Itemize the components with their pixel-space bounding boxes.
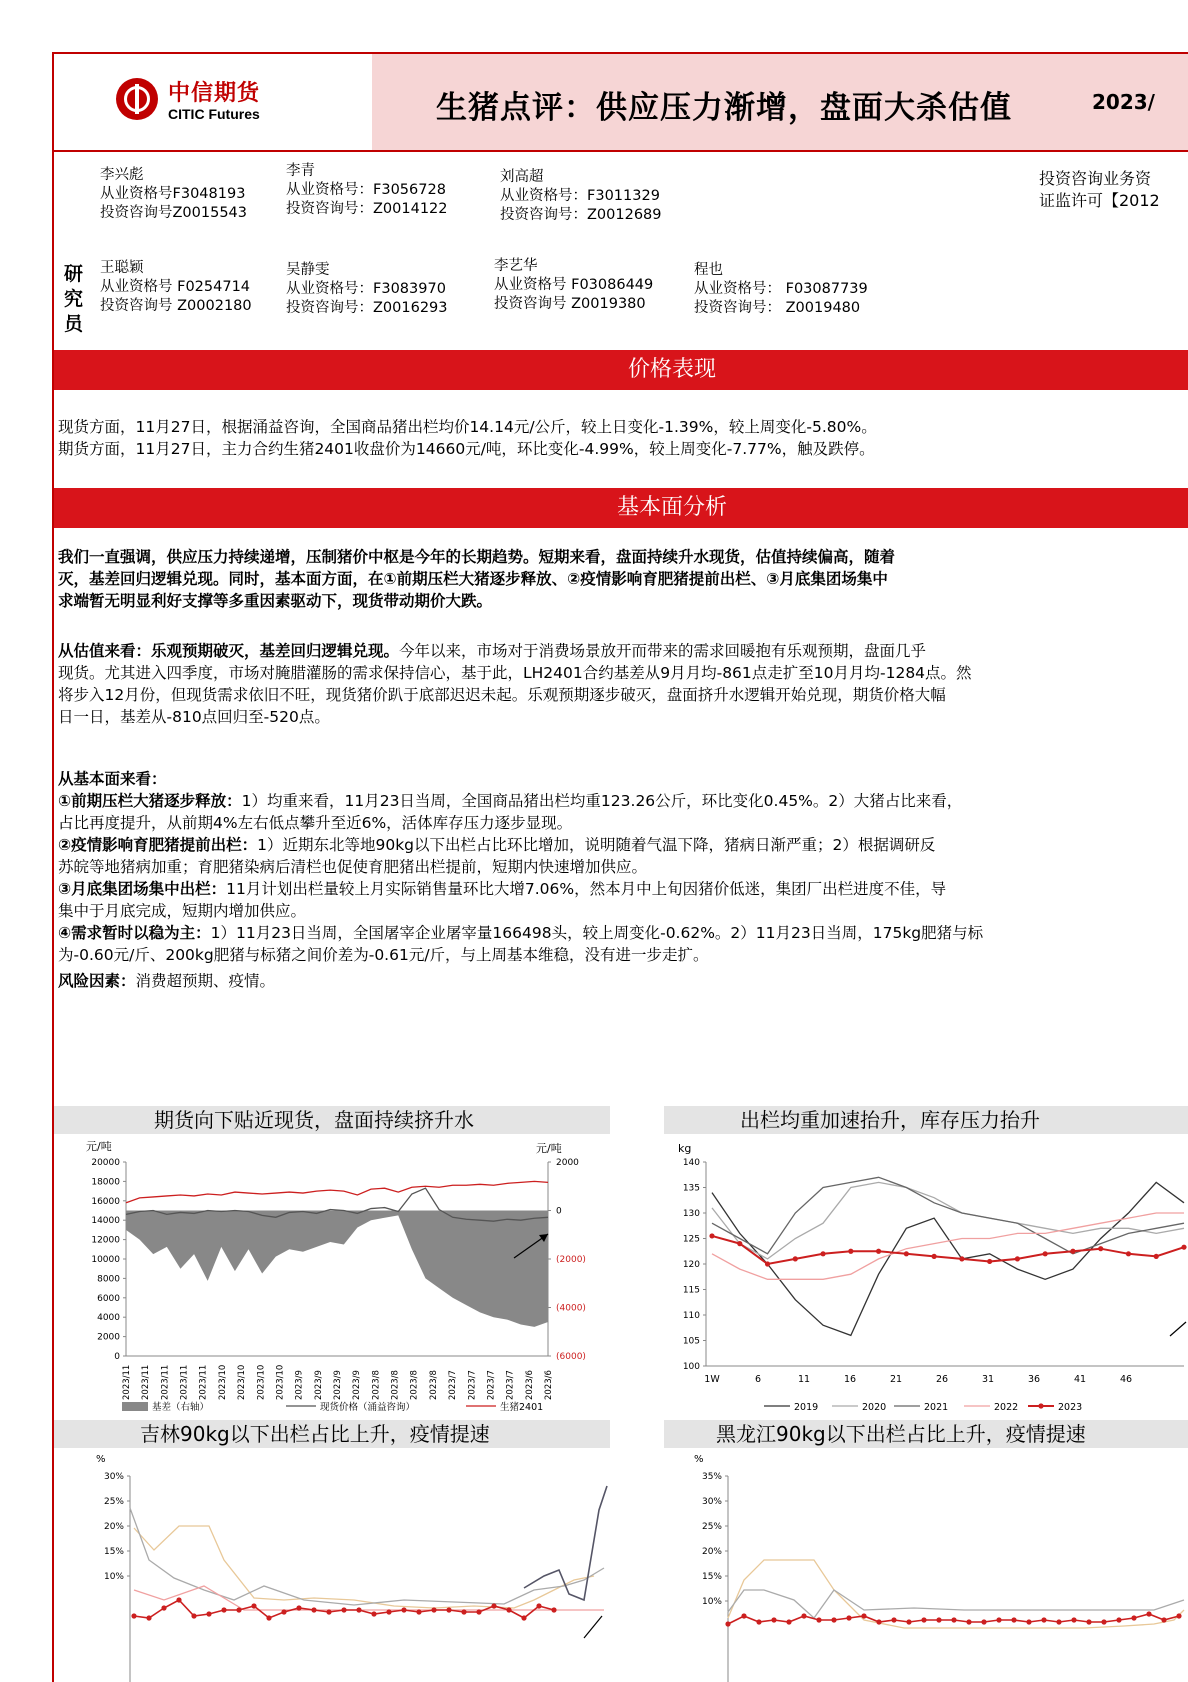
report-title: 生猪点评：供应压力渐增，盘面大杀估值	[436, 90, 1012, 126]
text-span: 11月计划出栏量较上月实际销售量环比大增7.06%，然本月中上旬因猪价低迷，集团厂出栏进度不佳，导	[226, 880, 947, 898]
x-tick-label: 2023/11	[141, 1364, 152, 1400]
series-point	[296, 1605, 301, 1610]
series-point-2023	[709, 1233, 714, 1238]
researchers-block	[54, 154, 1188, 334]
y-tick-label: 30%	[701, 1497, 722, 1507]
series-point	[521, 1615, 526, 1620]
series-line	[584, 1616, 602, 1638]
x-tick-label: 2023/9	[333, 1370, 343, 1400]
series-point-2023	[1126, 1251, 1131, 1256]
series-point	[161, 1605, 166, 1610]
bold-lead: ②疫情影响育肥猪提前出栏：	[58, 836, 258, 854]
researcher-consult-id: 投资咨询号： Z0019480	[694, 300, 861, 316]
section-header-price	[54, 350, 1188, 390]
researcher-name: 王聪颖	[100, 260, 144, 276]
series-point-2023	[876, 1249, 881, 1254]
text-span: 今年以来，市场对于消费场景放开而带来的需求回暖抱有乐观预期，盘面几乎	[399, 642, 927, 660]
researcher-card	[286, 261, 448, 318]
futures-price-text: 期货方面，11月27日，主力合约生猪2401收盘价为14660元/吨，环比变化-4.99%，较上周变化-7.77%，触及跌停。	[58, 440, 875, 458]
license-line: 投资咨询业务资	[1039, 169, 1152, 188]
x-tick-label: 2023/6	[524, 1370, 535, 1400]
series-point-2023	[932, 1254, 937, 1259]
bold-lead: ③月底集团场集中出栏：	[58, 880, 227, 898]
text-line: 我们一直强调，供应压力持续递增，压制猪价中枢是今年的长期趋势。短期来看，盘面持续升水现货，估值持续偏高，随着	[58, 548, 896, 566]
series-point	[921, 1617, 926, 1622]
report-frame	[52, 52, 1188, 1682]
researcher-card	[694, 261, 868, 318]
summary-paragraph	[58, 546, 1188, 612]
series-point	[906, 1619, 911, 1624]
series-point-2023	[820, 1251, 825, 1256]
series-point-2023	[737, 1241, 742, 1246]
series-point	[1026, 1619, 1031, 1624]
x-tick-label: 2023/10	[237, 1364, 248, 1400]
x-tick-label: 46	[1119, 1374, 1133, 1385]
researcher-name: 李兴彪	[100, 167, 144, 183]
text-line: 苏皖等地猪病加重；育肥猪染病后清栏也促使育肥猪出栏提前，短期内快速增加供应。	[58, 858, 648, 876]
bold-lead: 从估值来看：乐观预期破灭，基差回归逻辑兑现。	[58, 642, 400, 660]
researcher-license: 从业资格号F3048193	[100, 186, 246, 202]
y-tick-label: 100	[682, 1362, 700, 1372]
x-tick-label: 36	[1027, 1374, 1041, 1385]
series-point	[996, 1617, 1001, 1622]
text-line: 为-0.60元/斤、200kg肥猪与标猪之间价差为-0.61元/斤，与上周基本维稳，没有进一步走扩。	[58, 946, 709, 964]
y-axis-unit-label: %	[96, 1454, 106, 1465]
series-point	[131, 1613, 136, 1618]
series-line	[728, 1590, 1184, 1618]
series-point	[221, 1607, 226, 1612]
y-tick-label: 30%	[103, 1472, 124, 1482]
researcher-consult-id: 投资咨询号：Z0016293	[286, 300, 448, 316]
text-line: 占比再度提升，从前期4%左右低点攀升至近6%，活体库存压力逐步显现。	[58, 814, 573, 832]
series-line-2023	[712, 1236, 1184, 1264]
y-tick-label: 4000	[97, 1313, 120, 1324]
researcher-card	[500, 168, 662, 225]
researcher-license: 从业资格号：F3083970	[286, 281, 446, 297]
annotation-arrow	[1170, 1322, 1186, 1336]
series-point-2023	[848, 1249, 853, 1254]
series-point	[371, 1611, 376, 1616]
x-tick-label: 2023/7	[467, 1370, 478, 1400]
series-point-2023	[1015, 1256, 1020, 1261]
text-span: 1）均重来看，11月23日当周，全国商品猪出栏均重123.26公斤，环比变化0.45%。2）大猪占比来看，	[241, 792, 963, 810]
x-tick-label: 2023/8	[428, 1370, 439, 1400]
x-tick-label: 2023/10	[256, 1364, 267, 1400]
series-point-2023	[1181, 1245, 1186, 1250]
series-line	[728, 1560, 1184, 1628]
y2-tick-label: 2000	[556, 1158, 579, 1168]
y-axis-unit-label: 元/吨	[86, 1140, 112, 1153]
series-point-2023	[1154, 1254, 1159, 1259]
legend-swatch-basis	[122, 1402, 148, 1411]
report-header	[54, 54, 1188, 150]
researcher-license: 从业资格号：F3011329	[500, 188, 660, 204]
y-tick-label: 25%	[103, 1497, 124, 1507]
series-point-2023	[959, 1256, 964, 1261]
chart-title-heilongjiang: 黑龙江90kg以下出栏占比上升，疫情提速	[664, 1420, 1188, 1448]
series-point	[311, 1607, 316, 1612]
series-point	[536, 1603, 541, 1608]
series-point	[771, 1617, 776, 1622]
series-point	[816, 1617, 821, 1622]
y-tick-label: 20%	[103, 1522, 124, 1532]
text-line: 灭，基差回归逻辑兑现。同时，基本面方面，在①前期压栏大猪逐步释放、②疫情影响育肥猪提前出栏、③月底集团场集中	[58, 570, 888, 588]
x-tick-label: 2023/8	[390, 1370, 401, 1400]
x-tick-label: 2023/9	[294, 1370, 305, 1400]
researcher-card	[100, 166, 247, 223]
y-tick-label: 35%	[701, 1472, 722, 1482]
series-point	[506, 1607, 511, 1612]
valuation-paragraph	[58, 640, 1188, 728]
bold-lead: 风险因素：	[58, 972, 136, 990]
researcher-consult-id: 投资咨询号 Z0019380	[494, 296, 646, 312]
series-point	[401, 1607, 406, 1612]
text-line	[58, 834, 1188, 856]
risk-paragraph	[58, 970, 1188, 992]
x-tick-label: 2023/8	[409, 1370, 420, 1400]
title-banner	[372, 54, 1188, 150]
series-point	[1011, 1617, 1016, 1622]
y-tick-label: 10000	[91, 1255, 120, 1265]
y2-axis-unit-label: 元/吨	[536, 1142, 562, 1155]
series-point	[846, 1615, 851, 1620]
researcher-license: 从业资格号： F03087739	[694, 281, 868, 297]
series-point	[1176, 1613, 1181, 1618]
y2-tick-label: (6000)	[556, 1352, 586, 1362]
y-tick-label: 110	[682, 1311, 700, 1321]
series-point	[1086, 1619, 1091, 1624]
y-tick-label: 6000	[97, 1293, 120, 1304]
x-tick-label: 2023/9	[313, 1370, 324, 1400]
researcher-consult-id: 投资咨询号：Z0014122	[286, 201, 448, 217]
y-tick-label: 8000	[97, 1274, 120, 1285]
legend-label: 2022	[994, 1402, 1019, 1413]
text-line: 集中于月底完成，短期内增加供应。	[58, 902, 307, 920]
y2-tick-label: (2000)	[556, 1255, 586, 1265]
researcher-name: 刘高超	[500, 169, 544, 185]
researcher-consult-id: 投资咨询号Z0015543	[100, 205, 248, 221]
x-tick-label: 2023/11	[160, 1364, 171, 1400]
series-point	[431, 1607, 436, 1612]
x-tick-label: 2023/6	[544, 1370, 554, 1400]
x-tick-label: 11	[797, 1374, 811, 1385]
series-point	[786, 1619, 791, 1624]
series-point	[1146, 1611, 1151, 1616]
y-tick-label: 18000	[91, 1177, 120, 1188]
researcher-license: 从业资格号：F3056728	[286, 182, 446, 198]
y-tick-label: 20000	[91, 1158, 120, 1168]
series-line	[130, 1508, 604, 1605]
legend-label: 基差（右轴）	[152, 1402, 210, 1413]
legend-marker	[1038, 1403, 1043, 1408]
series-line	[134, 1526, 594, 1608]
series-point	[416, 1609, 421, 1614]
series-point-2023	[904, 1251, 909, 1256]
researcher-consult-id: 投资咨询号：Z0012689	[500, 207, 662, 223]
series-point	[981, 1619, 986, 1624]
researcher-license: 从业资格号 F03086449	[494, 277, 654, 293]
y-tick-label: 15%	[103, 1547, 124, 1557]
x-tick-label: 2023/11	[198, 1364, 209, 1400]
y-tick-label: 15%	[701, 1572, 722, 1582]
y-tick-label: 125	[682, 1234, 700, 1245]
researcher-card	[100, 259, 252, 316]
series-point	[251, 1603, 256, 1608]
series-point	[801, 1613, 806, 1618]
researcher-consult-id: 投资咨询号 Z0002180	[100, 298, 252, 314]
company-license	[1039, 168, 1160, 212]
y-tick-label: 10%	[103, 1572, 124, 1582]
legend-label: 2023	[1058, 1402, 1083, 1413]
legend-label: 2020	[862, 1402, 887, 1413]
series-point-2023	[1070, 1249, 1075, 1254]
section-title: 价格表现	[627, 357, 716, 382]
x-tick-label: 31	[981, 1374, 995, 1385]
y-tick-label: 105	[682, 1336, 700, 1347]
x-tick-label: 21	[889, 1374, 903, 1385]
y-tick-label: 0	[114, 1352, 120, 1362]
series-point	[725, 1621, 730, 1626]
citic-logo-icon	[116, 78, 158, 120]
researcher-role-label: 研究员	[64, 263, 84, 335]
x-tick-label: 2023/7	[505, 1370, 516, 1400]
y2-tick-label: 0	[556, 1206, 562, 1217]
series-point	[341, 1607, 346, 1612]
text-line: 求端暂无明显利好支撑等多重因素驱动下，现货带动期价大跌。	[58, 592, 493, 610]
series-point-2023	[765, 1261, 770, 1266]
y-tick-label: 135	[682, 1183, 700, 1194]
y2-tick-label: (4000)	[556, 1303, 586, 1314]
y-tick-label: 120	[682, 1260, 700, 1270]
bold-lead: ①前期压栏大猪逐步释放：	[58, 792, 242, 810]
futures-2401-line	[126, 1181, 548, 1202]
series-line-2022	[712, 1213, 1184, 1279]
x-tick-label: 1W	[704, 1374, 720, 1385]
y-tick-label: 16000	[91, 1196, 120, 1207]
researcher-name: 李青	[286, 163, 315, 179]
x-tick-label: 2023/11	[122, 1364, 132, 1400]
text-line	[58, 790, 1188, 812]
series-line	[524, 1486, 607, 1600]
series-point	[936, 1617, 941, 1622]
chart-futures-spot	[54, 1136, 610, 1418]
y-tick-label: 130	[682, 1209, 700, 1219]
series-point	[461, 1609, 466, 1614]
x-tick-label: 2023/10	[217, 1364, 228, 1400]
price-paragraph	[58, 416, 1188, 460]
section-title: 基本面分析	[616, 495, 727, 520]
series-point	[491, 1603, 496, 1608]
text-line	[58, 922, 1188, 944]
bold-lead: ④需求暂时以稳为主：	[58, 924, 211, 942]
series-point	[966, 1619, 971, 1624]
series-point	[476, 1609, 481, 1614]
researcher-license: 从业资格号 F0254714	[100, 279, 251, 295]
x-tick-label: 16	[843, 1374, 857, 1385]
researcher-name: 李艺华	[494, 258, 538, 274]
divider	[54, 150, 1188, 152]
x-tick-label: 2023/7	[448, 1370, 459, 1400]
text-span: 消费超预期、疫情。	[135, 972, 276, 990]
basis-area	[126, 1211, 548, 1327]
series-point	[191, 1613, 196, 1618]
text-span: 1）近期东北等地90kg以下出栏占比环比增加，说明随着气温下降，猪病日渐严重；2）根据调研反	[257, 836, 936, 854]
legend-label: 生猪2401	[500, 1402, 544, 1413]
series-point	[146, 1615, 151, 1620]
y-tick-label: 14000	[91, 1216, 120, 1227]
series-point	[1101, 1619, 1106, 1624]
series-point	[1116, 1617, 1121, 1622]
researcher-card	[286, 162, 448, 219]
logo-english: CITIC Futures	[168, 106, 260, 122]
x-tick-label: 2023/10	[275, 1364, 286, 1400]
series-point	[281, 1609, 286, 1614]
text-line: 日一日，基差从-810点回归至-520点。	[58, 708, 330, 726]
x-tick-label: 41	[1073, 1374, 1087, 1385]
series-point-2023	[987, 1259, 992, 1264]
series-point	[1131, 1615, 1136, 1620]
legend-label: 现货价格（涌益咨询）	[320, 1402, 416, 1413]
y-axis-unit-label: %	[694, 1454, 704, 1465]
series-point	[756, 1619, 761, 1624]
series-point	[876, 1619, 881, 1624]
x-tick-label: 26	[935, 1374, 949, 1385]
x-tick-label: 2023/8	[371, 1370, 382, 1400]
series-point	[831, 1617, 836, 1622]
y-tick-label: 140	[682, 1158, 700, 1168]
legend-label: 2021	[924, 1402, 949, 1413]
y-tick-label: 25%	[701, 1522, 722, 1532]
researcher-card	[494, 257, 653, 314]
chart-title-jilin: 吉林90kg以下出栏占比上升，疫情提速	[54, 1420, 610, 1448]
logo-chinese: 中信期货	[168, 80, 261, 106]
series-point	[326, 1609, 331, 1614]
series-point	[1071, 1617, 1076, 1622]
spot-price-text: 现货方面，11月27日，根据涌益咨询，全国商品猪出栏均价14.14元/公斤，较上日变化-1.39%，较上周变化-5.80%。	[58, 418, 877, 436]
text-line: 将步入12月份，但现货需求依旧不旺，现货猪价趴于底部迟迟未起。乐观预期逐步破灭，盘面挤升水逻辑开始兑现，期货价格大幅	[58, 686, 946, 704]
x-tick-label: 2023/9	[352, 1370, 363, 1400]
report-date: 2023/	[1092, 90, 1155, 114]
series-point	[386, 1609, 391, 1614]
fundamentals-paragraph	[58, 768, 1188, 966]
series-point	[741, 1613, 746, 1618]
text-line	[58, 878, 1188, 900]
researcher-name: 吴静雯	[286, 262, 330, 278]
logo	[54, 54, 372, 150]
legend-label: 2019	[794, 1402, 819, 1413]
section-header-fundamental	[54, 488, 1188, 528]
text-span: 1）11月23日当周，全国屠宰企业屠宰量166498头，较上周变化-0.62%。2）11月23日当周，175kg肥猪与标	[210, 924, 984, 942]
series-point	[551, 1607, 556, 1612]
x-tick-label: 2023/7	[486, 1370, 497, 1400]
series-point	[1161, 1617, 1166, 1622]
chart-title-weight: 出栏均重加速抬升，库存压力抬升	[664, 1106, 1188, 1134]
y-tick-label: 115	[682, 1285, 700, 1296]
series-point	[176, 1597, 181, 1602]
series-point	[1041, 1617, 1046, 1622]
y-tick-label: 2000	[97, 1332, 120, 1343]
y-tick-label: 10%	[701, 1597, 722, 1607]
series-point	[266, 1615, 271, 1620]
series-point	[861, 1613, 866, 1618]
series-point	[446, 1607, 451, 1612]
series-point	[951, 1617, 956, 1622]
series-point-2023	[1043, 1251, 1048, 1256]
text-line: 从基本面来看：	[58, 770, 167, 788]
series-point	[236, 1607, 241, 1612]
text-line	[58, 640, 1188, 662]
series-point	[356, 1607, 361, 1612]
x-tick-label: 2023/11	[179, 1364, 190, 1400]
y-axis-unit-label: kg	[678, 1142, 692, 1155]
chart-title-futures-spot: 期货向下贴近现货，盘面持续挤升水	[54, 1106, 610, 1134]
series-point	[891, 1617, 896, 1622]
series-point	[206, 1611, 211, 1616]
chart-heilongjiang-share	[664, 1450, 1188, 1682]
series-point-2023	[793, 1256, 798, 1261]
series-point	[1056, 1619, 1061, 1624]
researcher-name: 程也	[694, 262, 723, 278]
series-line-2021	[712, 1177, 1184, 1254]
chart-jilin-share	[54, 1450, 610, 1682]
text-line: 现货。尤其进入四季度，市场对腌腊灌肠的需求保持信心，基于此，LH2401合约基差从9月月均-861点走扩至10月月均-1284点。然	[58, 664, 972, 682]
license-line: 证监许可【2012	[1039, 191, 1160, 210]
series-point-2023	[1098, 1246, 1103, 1251]
x-tick-label: 6	[754, 1374, 762, 1385]
y-tick-label: 12000	[91, 1235, 120, 1246]
y-tick-label: 20%	[701, 1547, 722, 1557]
chart-slaughter-weight	[664, 1136, 1188, 1418]
